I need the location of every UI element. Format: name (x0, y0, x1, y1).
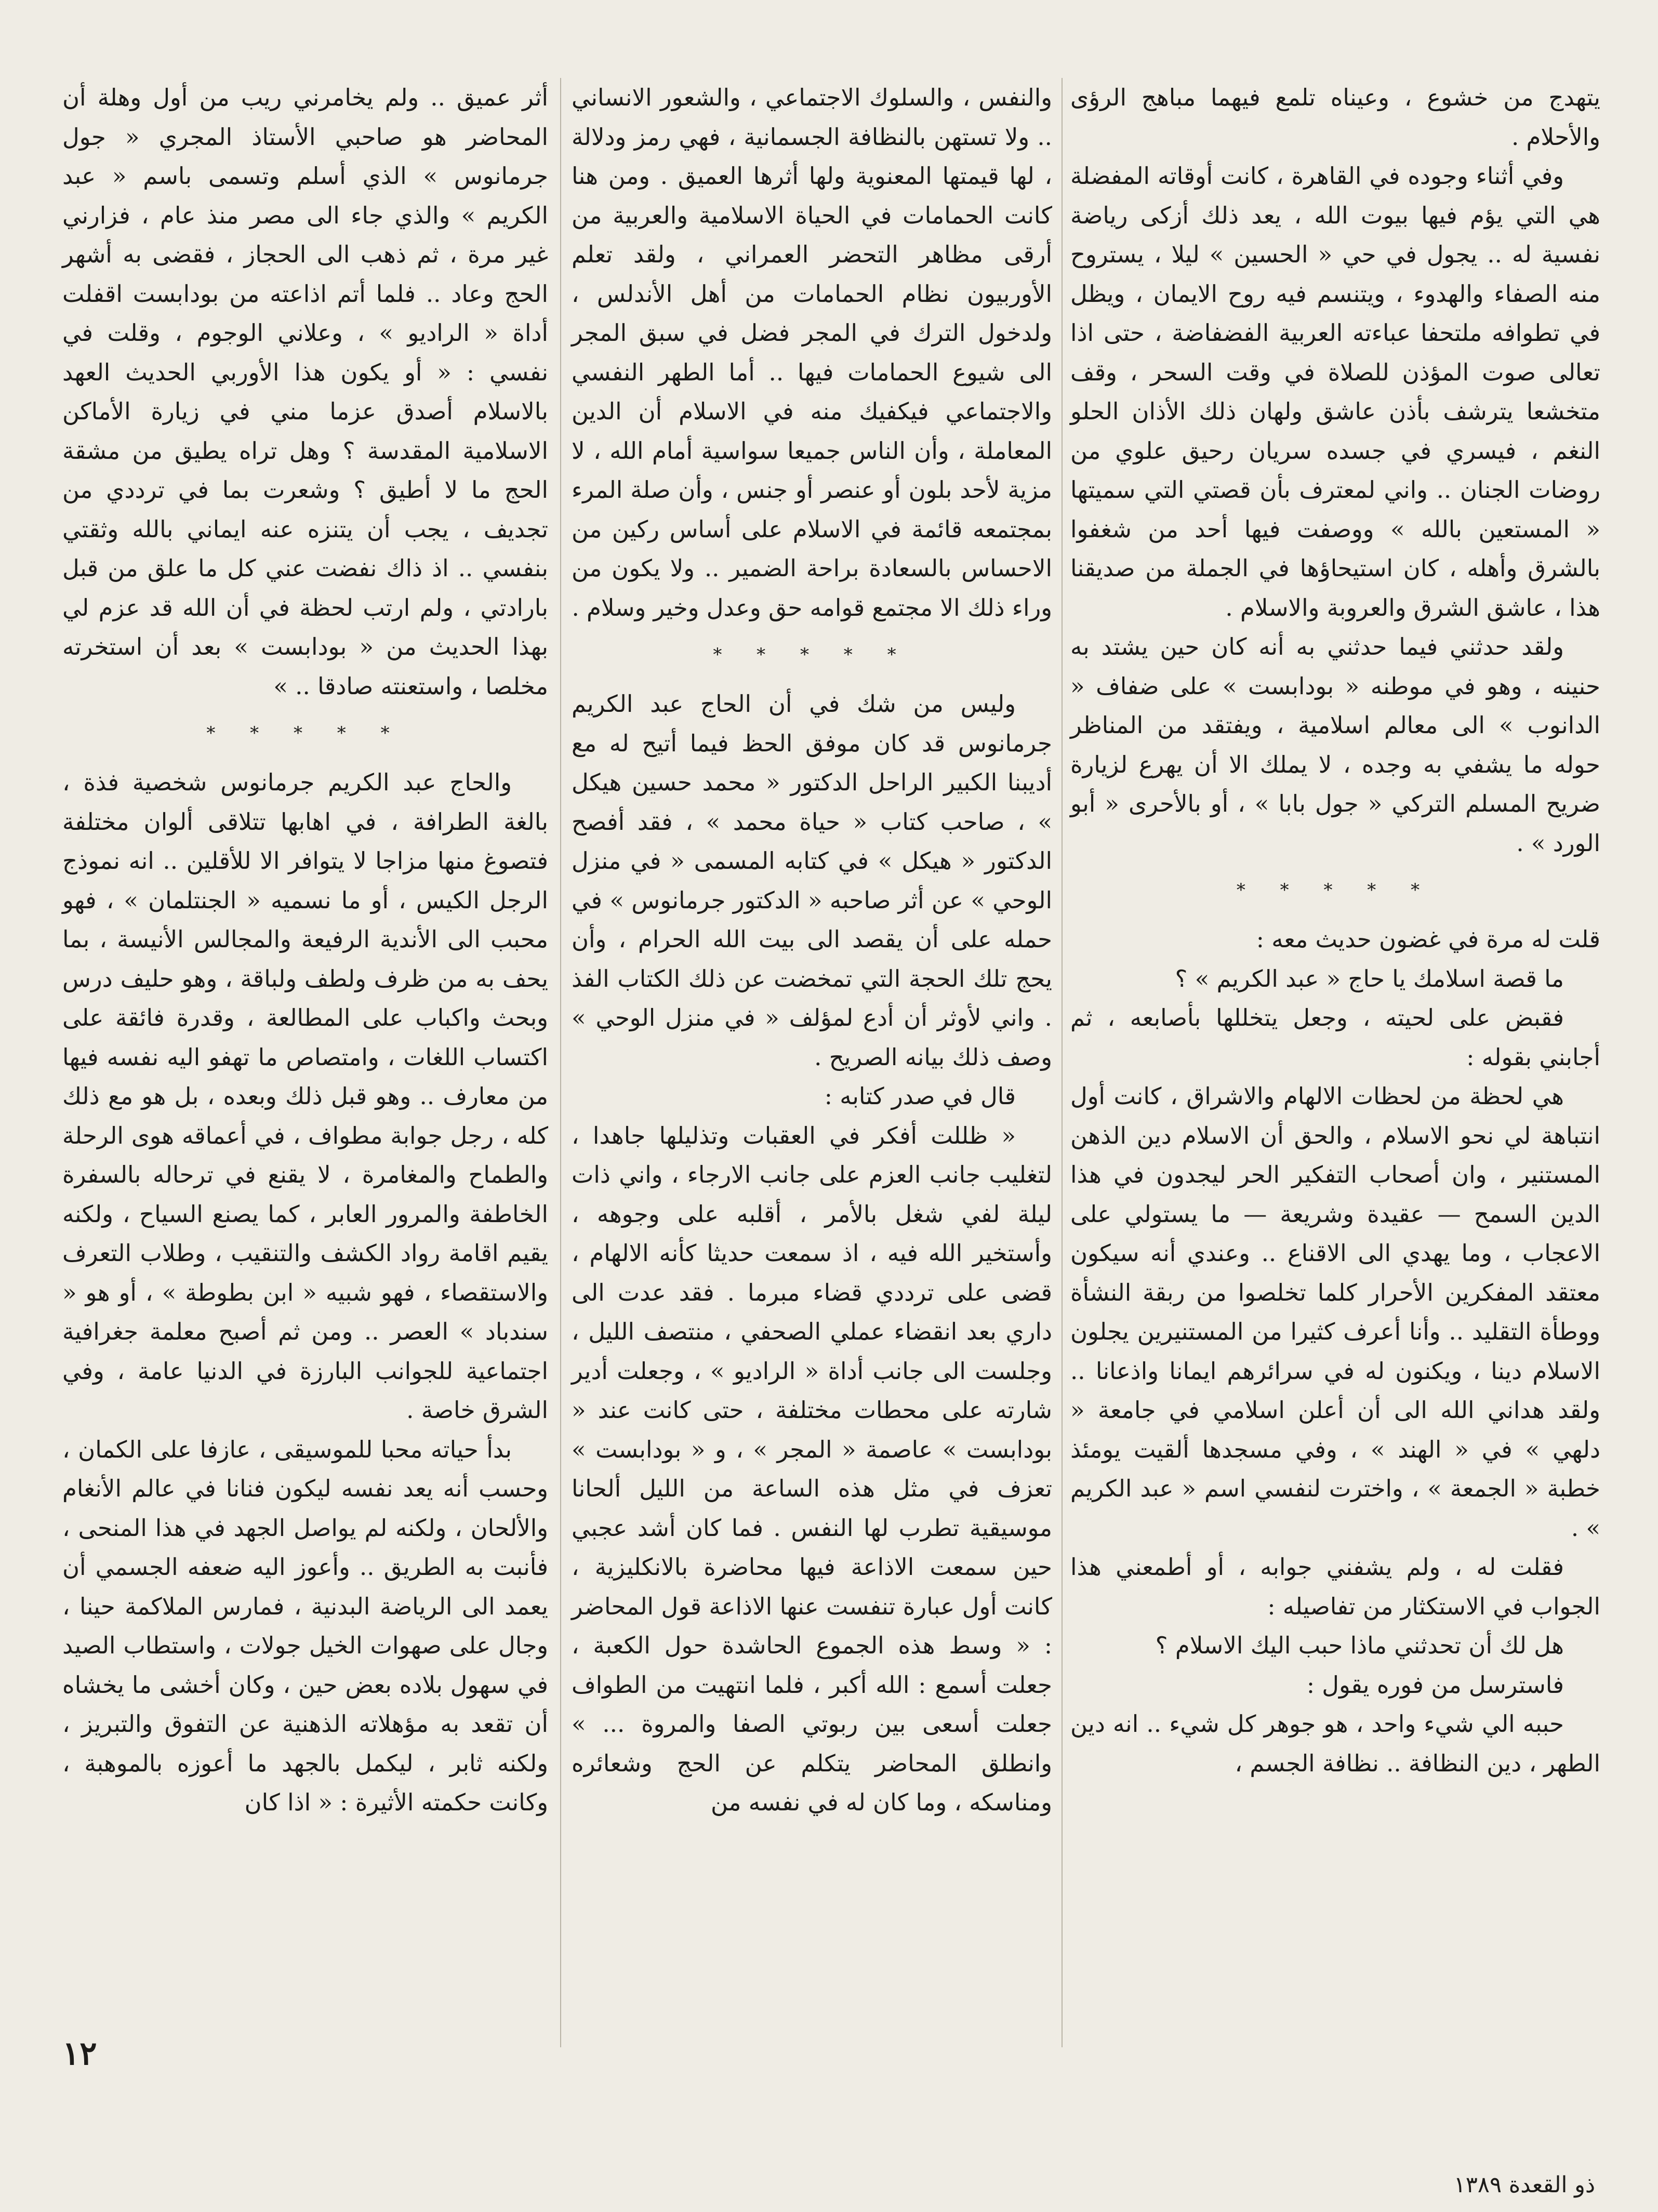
column-rule-right (1062, 78, 1063, 2047)
footer-date: ذو القعدة ١٣٨٩ (1453, 2172, 1595, 2198)
paragraph: قال في صدر كتابه : (824, 1082, 1016, 1110)
column-rule-left (560, 78, 561, 2047)
column-middle (572, 78, 1052, 1822)
column-left (62, 78, 548, 1822)
section-separator: * * * * * (206, 723, 404, 744)
page-number: ١٢ (62, 2034, 97, 2072)
paragraph: ولقد حدثني فيما حدثني به أنه كان حين يشتد به حنينه ، وهو في موطنه « بودابست » على ضفاف « الدانوب » الى معالم اسلامية ، ويفتقد من المناظر حوله ما يشفي به وجده ، لا يملك الا أن يهرع لزيارة ضريح المسلم التركي « جول بابا » ، أو بالأحرى « أبو الورد » . (1070, 633, 1600, 857)
paragraph: فقلت له ، ولم يشفني جوابه ، أو أطمعني هذا الجواب في الاستكثار من تفاصيله : (1070, 1553, 1600, 1620)
paragraph: قلت له مرة في غضون حديث معه : (1256, 925, 1600, 953)
paragraph: والحاج عبد الكريم جرمانوس شخصية فذة ، بالغة الطرافة ، في اهابها تتلاقى ألوان مختلفة فتصوغ منها مزاجا لا يتوافر الا للأقلين .. انه نموذج الرجل الكيس ، أو ما نسميه « الجنتلمان » ، فهو محبب الى الأندية الرفيعة والمجالس الأنيسة ، بما يحف به من ظرف ولطف ولباقة ، وهو حليف درس وبحث واكباب على المطالعة ، وقدرة فائقة على اكتساب اللغات ، وامتصاص ما تهفو اليه نفسه فيها من معارف .. وهو قبل ذلك وبعده ، بل هو مع ذلك كله ، رجل جوابة مطواف ، في أعماقه هوى الرحلة والطماح والمغامرة ، لا يقنع في ترحاله بالسفرة الخاطفة والمرور العابر ، كما يصنع السياح ، ولكنه يقيم اقامة رواد الكشف والتنقيب ، وطلاب التعرف والاستقصاء ، فهو شبيه « ابن بطوطة » ، أو هو « سندباد » العصر .. ومن ثم أصبح معلمة جغرافية اجتماعية للجوانب البارزة في الدنيا عامة ، وفي الشرق خاصة . (62, 769, 548, 1424)
paragraph: حببه الي شيء واحد ، هو جوهر كل شيء .. انه دين الطهر ، دين النظافة .. نظافة الجسم ، (1070, 1710, 1600, 1777)
paragraph: وليس من شك في أن الحاج عبد الكريم جرمانوس قد كان موفق الحظ فيما أتيح له مع أديبنا الكبير الراحل الدكتور « محمد حسين هيكل » ، صاحب كتاب « حياة محمد » ، فقد أفصح الدكتور « هيكل » في كتابه المسمى « في منزل الوحي » عن أثر صاحبه « الدكتور جرمانوس » في حمله على أن يقصد الى بيت الله الحرام ، وأن يحج تلك الحجة التي تمخضت عن ذلك الكتاب الفذ . واني لأوثر أن أدع لمؤلف « في منزل الوحي » وصف ذلك بيانه الصريح . (572, 690, 1052, 1071)
paragraph: فقبض على لحيته ، وجعل يتخللها بأصابعه ، ثم أجابني بقوله : (1070, 1004, 1600, 1071)
paragraph: بدأ حياته محبا للموسيقى ، عازفا على الكمان ، وحسب أنه يعد نفسه ليكون فنانا في عالم الأنغام والألحان ، ولكنه لم يواصل الجهد في هذا المنحى ، فأنبت به الطريق .. وأعوز اليه ضعفه الجسمي أن يعمد الى الرياضة البدنية ، فمارس الملاكمة حينا ، وجال على صهوات الخيل جولات ، واستطاب الصيد في سهول بلاده بعض حين ، وكان أخشى ما يخشاه أن تقعد به مؤهلاته الذهنية عن التفوق والتبريز ، ولكنه ثابر ، ليكمل بالجهد ما أعوزه بالموهبة ، وكانت حكمته الأثيرة : « اذا كان (62, 1435, 548, 1816)
paragraph: أثر عميق .. ولم يخامرني ريب من أول وهلة أن المحاضر هو صاحبي الأستاذ المجري « جول جرمانوس » الذي أسلم وتسمى باسم « عبد الكريم » والذي جاء الى مصر منذ عام ، فزارني غير مرة ، ثم ذهب الى الحجاز ، فقضى به أشهر الحج وعاد .. فلما أتم اذاعته من بودابست اقفلت أداة « الراديو » ، وعلاني الوجوم ، وقلت في نفسي : « أو يكون هذا الأوربي الحديث العهد بالاسلام أصدق عزما مني في زيارة الأماكن الاسلامية المقدسة ؟ وهل تراه يطيق من مشقة الحج ما لا أطيق ؟ وشعرت بما في ترددي من تجديف ، يجب أن يتنزه عنه ايماني بالله وثقتي بنفسي .. اذ ذاك نفضت عني كل ما علق من قبل بارادتي ، ولم ارتب لحظة في أن الله قد عزم لي بهذا الحديث من « بودابست » بعد أن استخرته مخلصا ، واستعنته صادقا .. » (62, 84, 548, 700)
column-right (1070, 78, 1600, 1783)
paragraph: هل لك أن تحدثني ماذا حبب اليك الاسلام ؟ (1155, 1632, 1564, 1659)
paragraph: وفي أثناء وجوده في القاهرة ، كانت أوقاته المفضلة هي التي يؤم فيها بيوت الله ، يعد ذلك أزكى رياضة نفسية له .. يجول في حي « الحسين » ليلا ، يستروح منه الصفاء والهدوء ، ويتنسم فيه روح الايمان ، ويظل في تطوافه ملتحفا عباءته العربية الفضفاضة ، حتى اذا تعالى صوت المؤذن للصلاة في وقت السحر ، وقف متخشعا يترشف بأذن عاشق ولهان ذلك الأذان الحلو النغم ، فيسري في جسده سريان رحيق علوي من روضات الجنان .. واني لمعترف بأن قصتي التي سميتها « المستعين بالله » ووصفت فيها أحد من شغفوا بالشرق وأهله ، كان استيحاؤها في الجملة من صديقنا هذا ، عاشق الشرق والعروبة والاسلام . (1070, 162, 1600, 621)
paragraph: هي لحظة من لحظات الالهام والاشراق ، كانت أول انتباهة لي نحو الاسلام ، والحق أن الاسلام دين الذهن المستنير ، وان أصحاب التفكير الحر ليجدون في هذا الدين السمح — عقيدة وشريعة — ما يستولي على الاعجاب ، وما يهدي الى الاقناع .. وعندي أنه سيكون معتقد المفكرين الأحرار كلما تخلصوا من ربقة النشأة ووطأة التقليد .. وأنا أعرف كثيرا من المستنيرين يجلون الاسلام دينا ، ويكنون له في سرائرهم ايمانا واذعانا .. ولقد هداني الله الى أن أعلن اسلامي في جامعة « دلهي » في « الهند » ، وفي مسجدها ألقيت يومئذ خطبة « الجمعة » ، واخترت لنفسي اسم « عبد الكريم » . (1070, 1082, 1600, 1542)
paragraph: فاسترسل من فوره يقول : (1306, 1671, 1564, 1699)
section-separator: * * * * * (713, 644, 911, 665)
paragraph: « ظللت أفكر في العقبات وتذليلها جاهدا ، لتغليب جانب العزم على جانب الارجاء ، واني ذات ليلة لفي شغل بالأمر ، أقلبه على وجوهه ، وأستخير الله فيه ، اذ سمعت حديثا كأنه الالهام ، قضى على ترددي قضاء مبرما . فقد عدت الى داري بعد انقضاء عملي الصحفي ، منتصف الليل ، وجلست الى جانب أداة « الراديو » ، وجعلت أدير شارته على محطات مختلفة ، حتى كانت عند « بودابست » عاصمة « المجر » ، و « بودابست » تعزف في مثل هذه الساعة من الليل ألحانا موسيقية تطرب لها النفس . فما كان أشد عجبي حين سمعت الاذاعة فيها محاضرة بالانكليزية ، كانت أول عبارة تنفست عنها الاذاعة قول المحاضر : « وسط هذه الجموع الحاشدة حول الكعبة ، جعلت أسمع : الله أكبر ، فلما انتهيت من الطواف جعلت أسعى بين ربوتي الصفا والمروة ... » وانطلق المحاضر يتكلم عن الحج وشعائره ومناسكه ، وما كان له في نفسه من (572, 1121, 1052, 1816)
paragraph: ما قصة اسلامك يا حاج « عبد الكريم » ؟ (1175, 964, 1564, 992)
paragraph: يتهدج من خشوع ، وعيناه تلمع فيهما مباهج الرؤى والأحلام . (1070, 84, 1600, 151)
paragraph: والنفس ، والسلوك الاجتماعي ، والشعور الانساني .. ولا تستهن بالنظافة الجسمانية ، فهي رمز ودلالة ، لها قيمتها المعنوية ولها أثرها العميق . ومن هنا كانت الحمامات في الحياة الاسلامية والعربية من أرقى مظاهر التحضر العمراني ، ولقد تعلم الأوربيون نظام الحمامات من أهل الأندلس ، ولدخول الترك في المجر فضل في سبق المجر الى شيوع الحمامات فيها .. أما الطهر النفسي والاجتماعي فيكفيك منه في الاسلام أن الدين المعاملة ، وأن الناس جميعا سواسية أمام الله ، لا مزية لأحد بلون أو عنصر أو جنس ، وأن صلة المرء بمجتمعه قائمة في الاسلام على أساس ركين من الاحساس بالسعادة براحة الضمير .. ولا يكون من وراء ذلك الا مجتمع قوامه حق وعدل وخير وسلام . (572, 84, 1052, 621)
section-separator: * * * * * (1236, 880, 1435, 900)
